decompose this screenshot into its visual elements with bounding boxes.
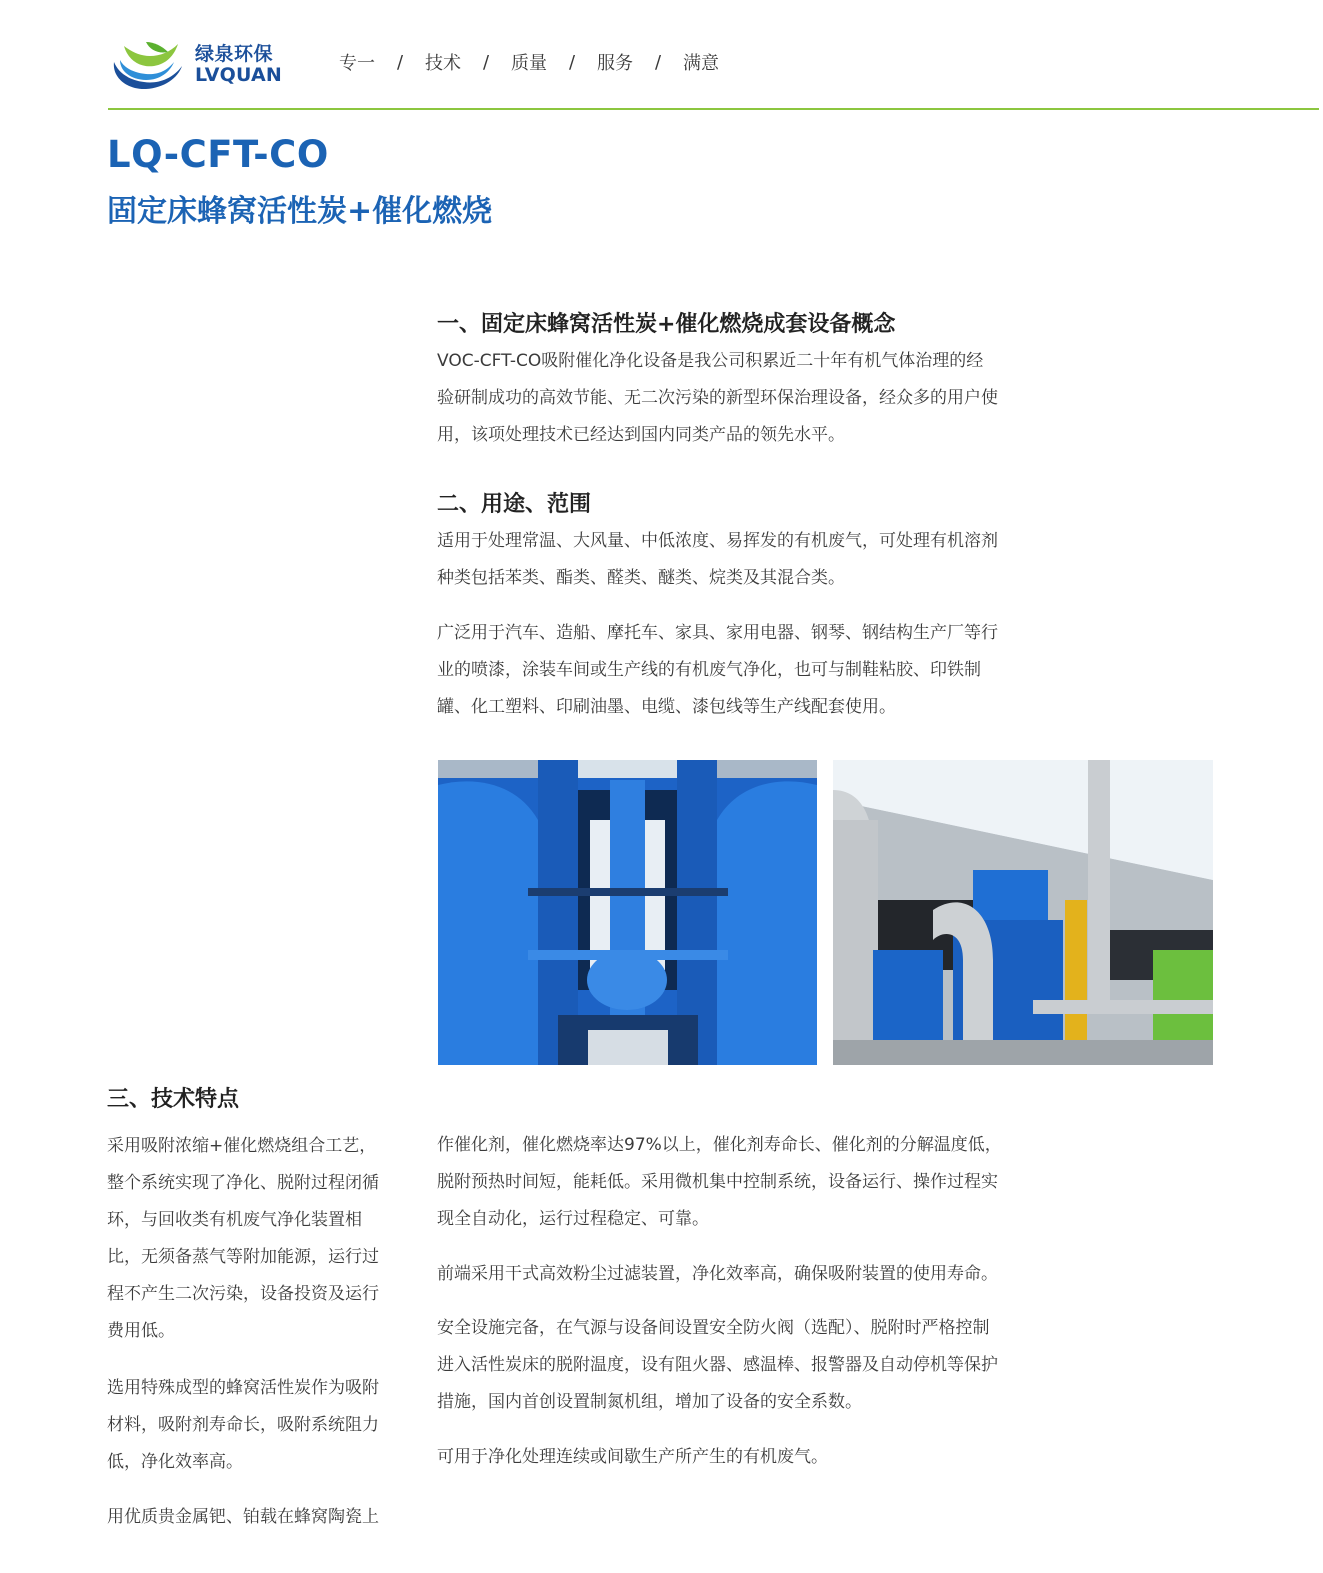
features-left-para1	[107, 1128, 417, 1350]
section-usage-para1	[437, 523, 1087, 597]
text-line: 用优质贵金属钯、铂载在蜂窝陶瓷上	[107, 1507, 379, 1527]
nav-item-jishu[interactable]: 技术	[425, 53, 461, 74]
nav-item-zhiliang[interactable]: 质量	[511, 53, 547, 74]
text-line: 采用吸附浓缩+催化燃烧组合工艺，	[107, 1136, 377, 1156]
product-title: 固定床蜂窝活性炭+催化燃烧	[107, 194, 493, 229]
nav-separator: /	[568, 51, 576, 73]
features-left-para2	[107, 1370, 417, 1481]
equipment-photo-blue-towers	[438, 760, 817, 1065]
text-line: 进入活性炭床的脱附温度，设有阻火器、感温棒、报警器及自动停机等保护	[437, 1355, 998, 1375]
features-right-para3	[437, 1310, 1087, 1421]
text-line: 比，无须备蒸气等附加能源，运行过	[107, 1247, 379, 1267]
equipment-photo-installation	[833, 760, 1213, 1065]
features-right-para1	[437, 1127, 1087, 1238]
header-divider	[108, 108, 1319, 110]
text-line: 种类包括苯类、酯类、醛类、醚类、烷类及其混合类。	[437, 568, 845, 588]
features-left-para3	[107, 1499, 417, 1536]
section-heading-concept: 一、固定床蜂窝活性炭+催化燃烧成套设备概念	[437, 312, 896, 337]
section-heading-features: 三、技术特点	[107, 1087, 240, 1112]
nav-item-zhuanyi[interactable]: 专一	[339, 53, 375, 74]
section-concept-body	[437, 343, 1087, 454]
top-nav	[339, 50, 719, 74]
text-line: 业的喷漆，涂装车间或生产线的有机废气净化，也可与制鞋粘胶、印铁制	[437, 660, 981, 680]
text-line: 安全设施完备，在气源与设备间设置安全防火阀（选配）、脱附时严格控制	[437, 1318, 990, 1338]
nav-item-fuwu[interactable]: 服务	[597, 53, 633, 74]
text-line: VOC-CFT-CO吸附催化净化设备是我公司积累近二十年有机气体治理的经	[437, 351, 984, 371]
text-line: 验研制成功的高效节能、无二次污染的新型环保治理设备，经众多的用户使	[437, 388, 998, 408]
logo-swoosh-icon	[106, 36, 184, 92]
text-line: 低，净化效率高。	[107, 1452, 243, 1472]
text-line: 适用于处理常温、大风量、中低浓度、易挥发的有机废气，可处理有机溶剂	[437, 531, 998, 551]
text-line: 作催化剂，催化燃烧率达97%以上，催化剂寿命长、催化剂的分解温度低，	[437, 1135, 1002, 1155]
text-line: 前端采用干式高效粉尘过滤装置，净化效率高，确保吸附装置的使用寿命。	[437, 1264, 998, 1284]
text-line: 用，该项处理技术已经达到国内同类产品的领先水平。	[437, 425, 845, 445]
features-right-para2	[437, 1256, 1087, 1293]
text-line: 罐、化工塑料、印刷油墨、电缆、漆包线等生产线配套使用。	[437, 697, 896, 717]
nav-separator: /	[396, 51, 404, 73]
text-line: 广泛用于汽车、造船、摩托车、家具、家用电器、钢琴、钢结构生产厂等行	[437, 623, 998, 643]
logo-name-cn: 绿泉环保	[195, 43, 274, 65]
text-line: 脱附预热时间短，能耗低。采用微机集中控制系统，设备运行、操作过程实	[437, 1172, 998, 1192]
section-usage-para2	[437, 615, 1087, 726]
text-line: 现全自动化，运行过程稳定、可靠。	[437, 1209, 709, 1229]
text-line: 整个系统实现了净化、脱附过程闭循	[107, 1173, 379, 1193]
text-line: 选用特殊成型的蜂窝活性炭作为吸附	[107, 1378, 379, 1398]
text-line: 程不产生二次污染，设备投资及运行	[107, 1284, 379, 1304]
text-line: 措施，国内首创设置制氮机组，增加了设备的安全系数。	[437, 1392, 862, 1412]
nav-item-manyi[interactable]: 满意	[683, 53, 719, 74]
text-line: 环，与回收类有机废气净化装置相	[107, 1210, 362, 1230]
features-right-para4	[437, 1439, 1087, 1476]
text-line: 可用于净化处理连续或间歇生产所产生的有机废气。	[437, 1447, 828, 1467]
text-line: 材料，吸附剂寿命长，吸附系统阻力	[107, 1415, 379, 1435]
product-model: LQ-CFT-CO	[107, 133, 329, 176]
company-logo[interactable]	[106, 36, 286, 92]
section-heading-usage: 二、用途、范围	[437, 492, 592, 517]
logo-name-en: LVQUAN	[195, 64, 282, 86]
text-line: 费用低。	[107, 1321, 175, 1341]
nav-separator: /	[482, 51, 490, 73]
nav-separator: /	[654, 51, 662, 73]
